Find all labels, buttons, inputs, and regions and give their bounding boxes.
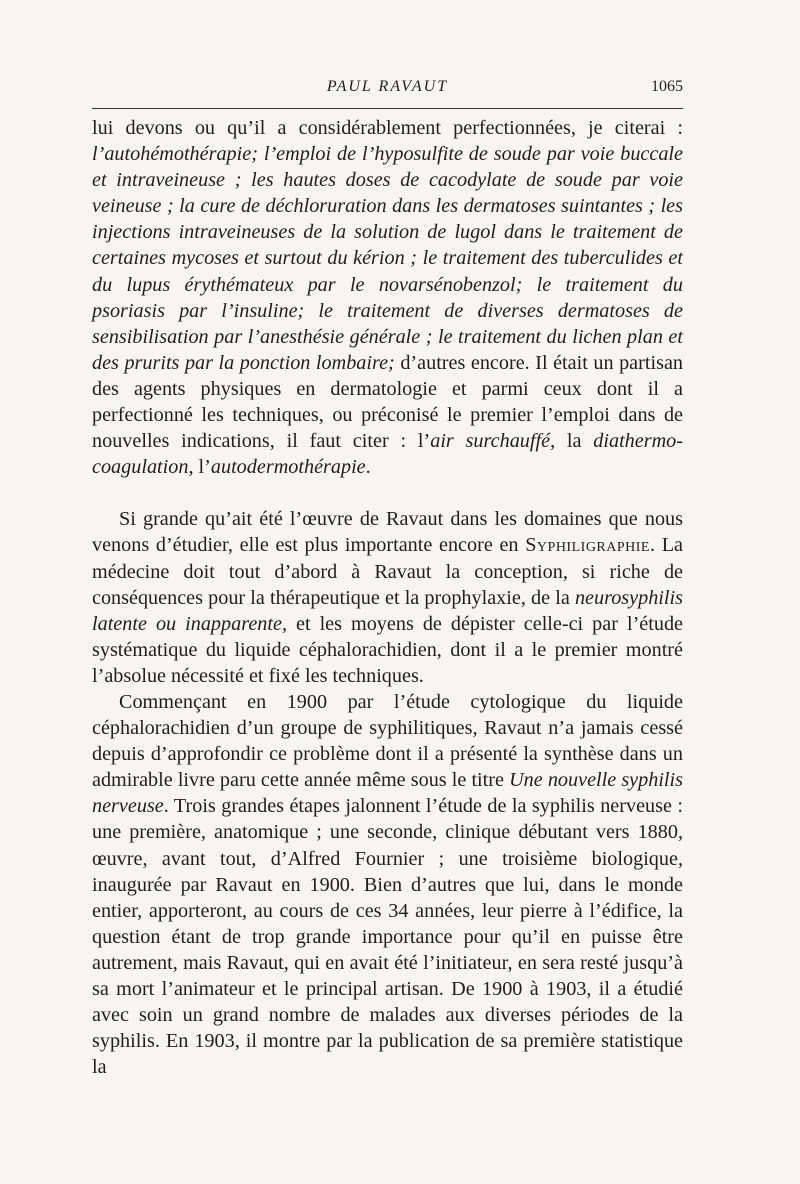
p2-text-a: Si grande qu’ait été l’œuvre de Ravaut dans les domaines que nous venons d’étudier, elle est plus importante encore en xyxy=(92,508,683,557)
p2-smallcaps-syphiligraphie: Syphiligraphie xyxy=(525,534,650,557)
p1-italic-air: air surchauffé xyxy=(430,430,551,453)
p2-text-c: . La médecine doit tout d’abord à Ravaut la conception, si riche de conséquences pour la thérapeutique et la prophylaxie, de la xyxy=(92,534,683,609)
p3-text-a: Commençant en 1900 par l’étude cytologique du liquide céphalorachidien d’un groupe de syphilitiques, Ravaut n’a jamais cessé depuis d’approfondir ce problème dont il a présenté la synthèse dans un admirable livre paru cette année même sous le titre xyxy=(92,690,683,792)
p1-text-i: . xyxy=(365,456,371,479)
p1-text-e: , la xyxy=(550,430,594,453)
paragraph-gap xyxy=(92,480,683,506)
running-head xyxy=(92,78,683,100)
header-rule xyxy=(92,108,683,109)
p1-italic-autodermo: autodermothérapie xyxy=(210,456,366,479)
paragraph-1 xyxy=(92,115,683,480)
page-number: 1065 xyxy=(651,78,683,95)
running-title: PAUL RAVAUT xyxy=(326,78,449,95)
p2-text-e: , et les moyens de dépister celle-ci par l’étude systématique du liquide céphalorachidien, dont il a le premier montré l’absolue nécessité et fixé les techniques. xyxy=(92,612,684,687)
paragraph-2 xyxy=(92,506,683,689)
paragraph-3 xyxy=(92,689,683,1080)
p1-italic-diathermo: diathermo-coagulation xyxy=(92,430,683,479)
p2-italic-neurosyphilis: neurosyphilis latente ou inapparente xyxy=(92,586,683,635)
body-text xyxy=(92,115,683,1080)
p3-italic-book-title: Une nouvelle syphilis nerveuse xyxy=(92,769,684,818)
p1-text-g: , l’ xyxy=(188,456,211,479)
p3-text-c: . Trois grandes étapes jalonnent l’étude de la syphilis nerveuse : une première, anatomique ; une seconde, clinique débutant vers 1880, œuvre, avant tout, d’Alfred Fournier ; une troisième biologique, inaugurée par Ravaut en 1900. Bien d’autres que lui, dans le monde entier, apporteront, au cours de ces 34 années, leur pierre à l’édifice, la question étant de trop grande importance pour qu’il en puisse être autrement, mais Ravaut, qui en avait été l’initiateur, en sera resté jusqu’à sa mort l’animateur et le principal artisan. De 1900 à 1903, il a étudié avec soin un grand nombre de malades aux diverses périodes de la syphilis. En 1903, il montre par la publication de sa première statistique la xyxy=(92,795,683,1079)
p1-italic-list: l’autohémothérapie; l’emploi de l’hyposulfite de soude par voie buccale et intraveineuse ; les hautes doses de cacodylate de soude par voie veineuse ; la cure de déchloruration dans les dermatoses suintantes ; les injections intraveineuses de la solution de lugol dans le traitement de certaines mycoses et surtout du kérion ; le traitement des tuberculides et du lupus érythémateux par le novarsénobenzol; le traitement du psoriasis par l’insuline; le traitement de diverses dermatoses de sensibilisation par l’anesthésie générale ; le traitement du lichen plan et des prurits par la ponction lombaire; xyxy=(92,143,683,374)
p1-text-a: lui devons ou qu’il a considérablement perfectionnées, je citerai : xyxy=(92,117,683,139)
p1-text-c: d’autres encore. Il était un partisan des agents physiques en dermatologie et parmi ceux dont il a perfectionné les techniques, ou préconisé le premier l’emploi dans de nouvelles indications, il faut citer : l’ xyxy=(92,351,683,453)
